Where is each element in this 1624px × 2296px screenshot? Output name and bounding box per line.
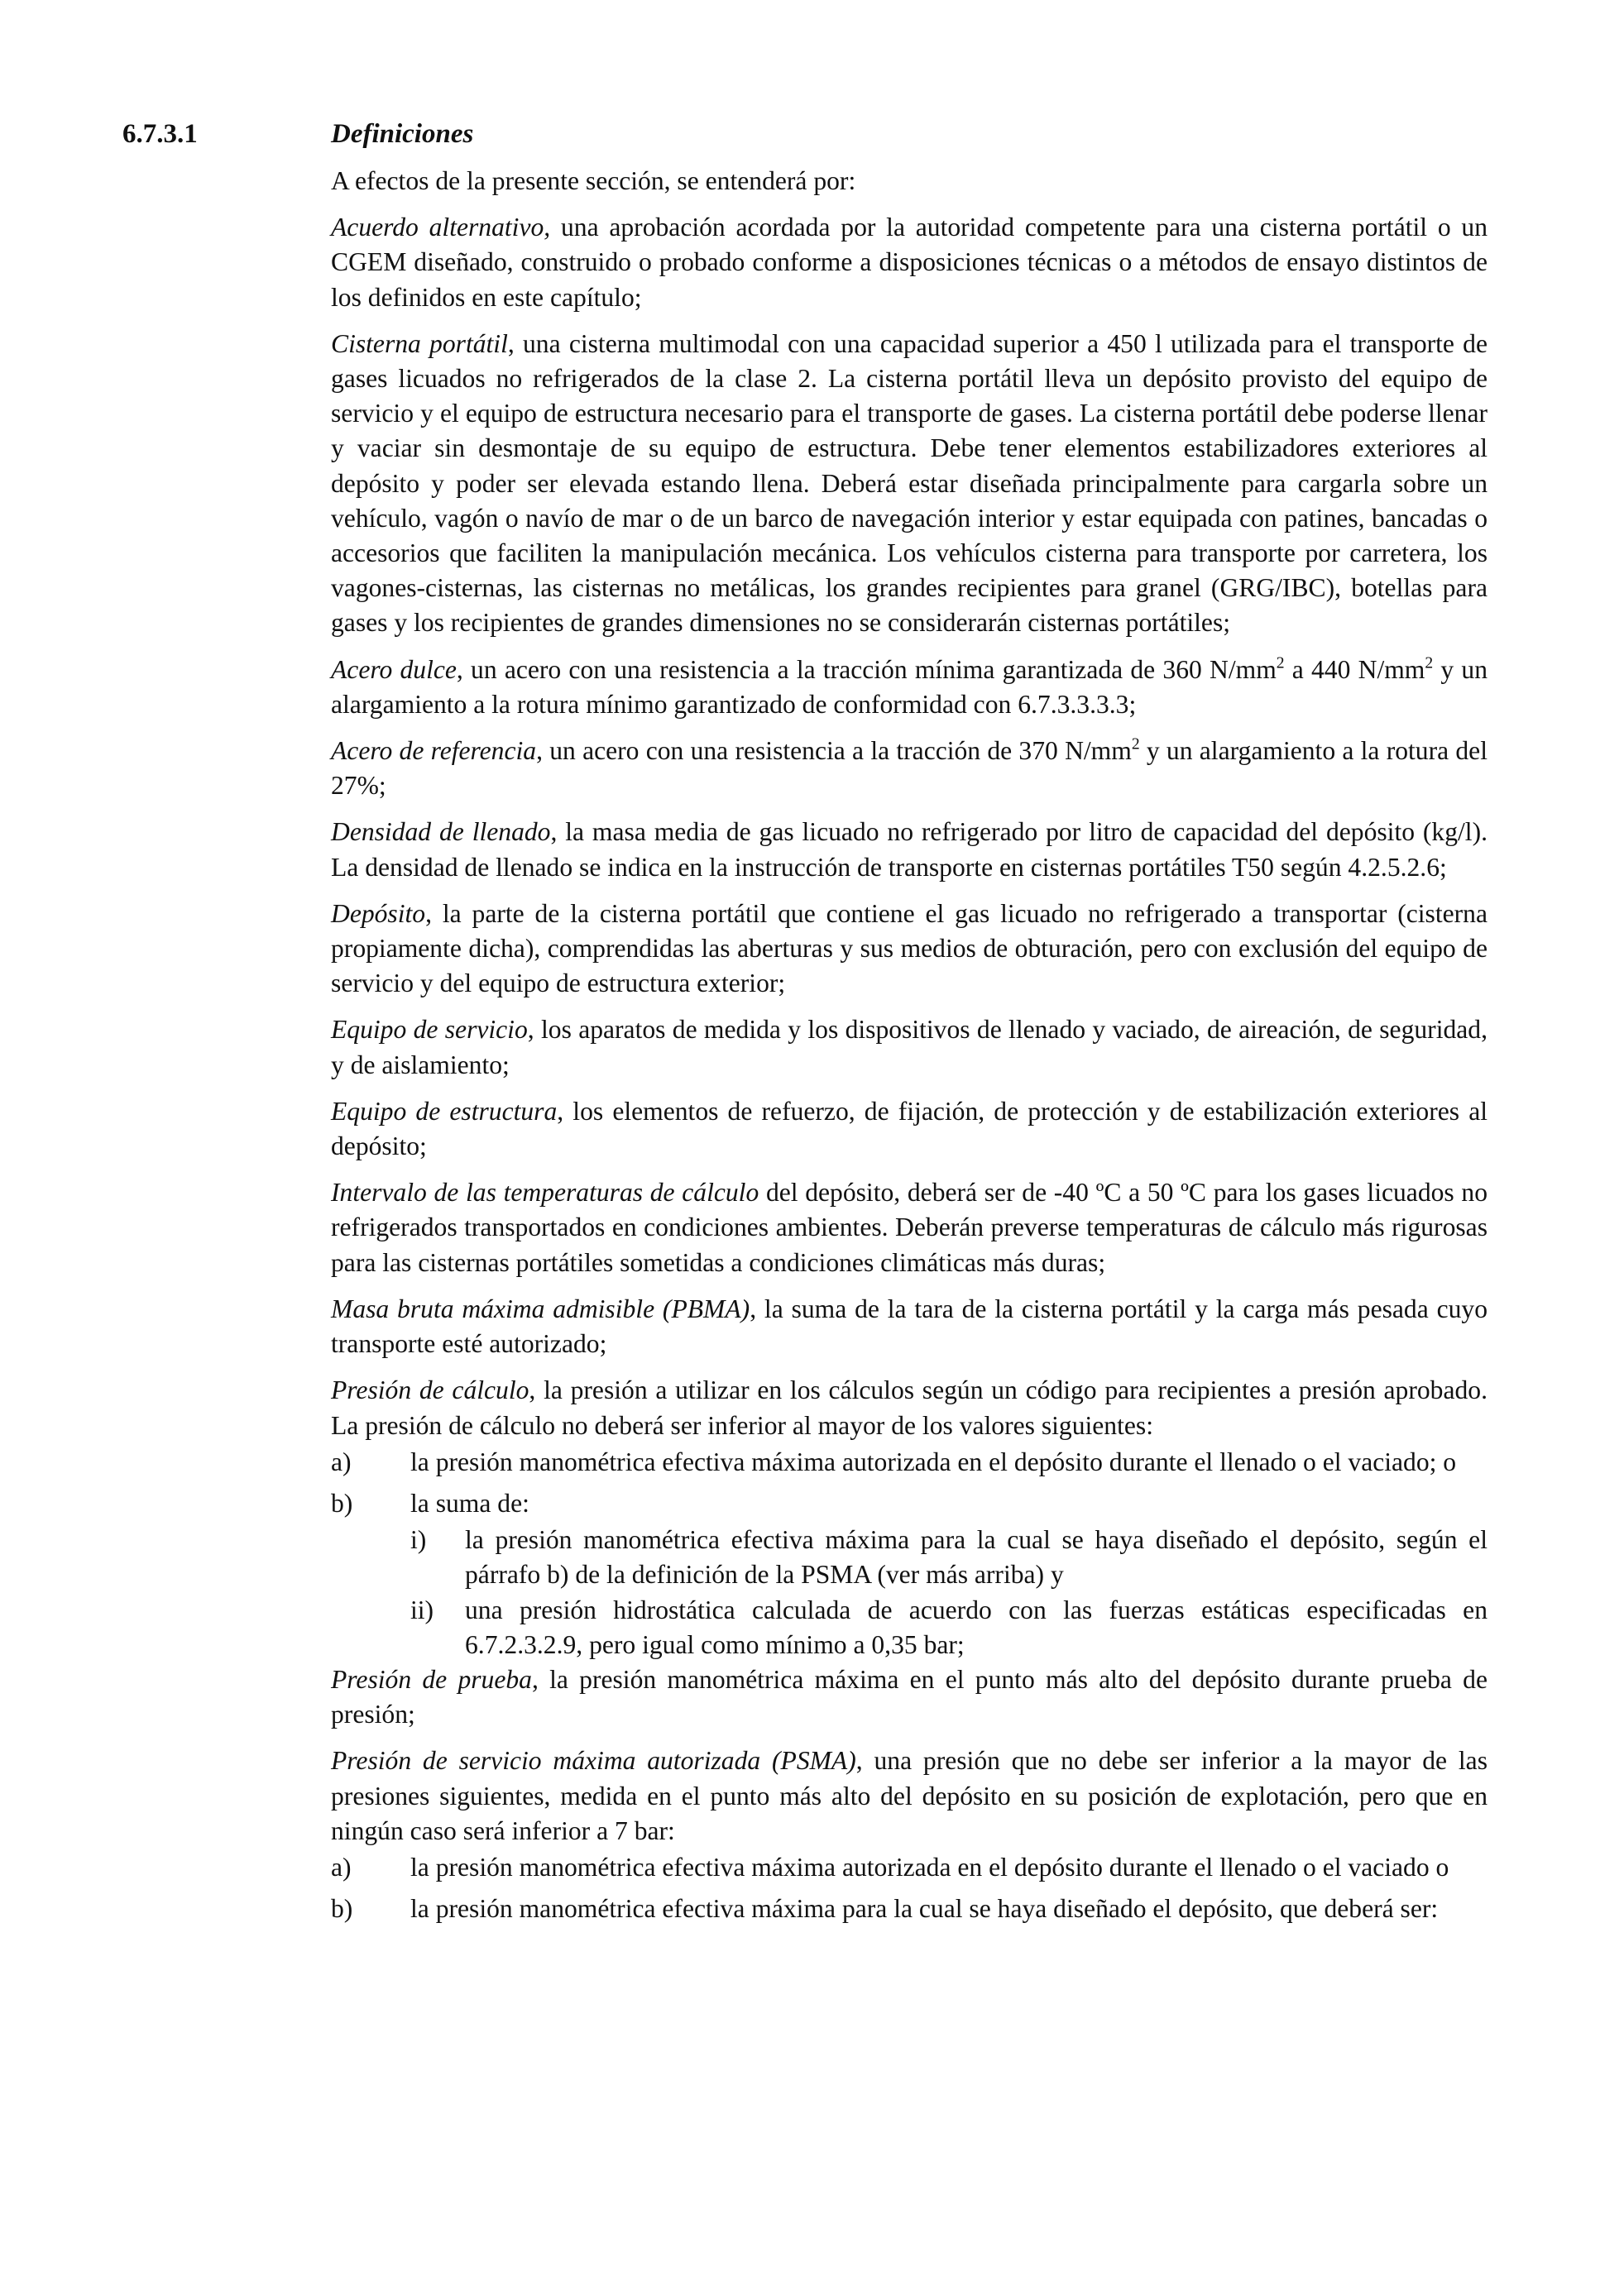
definition-acero-referencia — [331, 734, 1487, 803]
sub-list — [410, 1523, 1487, 1662]
definition-intervalo-temperaturas — [331, 1175, 1487, 1280]
definition-text: a 440 N/mm — [1284, 654, 1425, 684]
definition-equipo-estructura — [331, 1094, 1487, 1164]
sub-list-item — [410, 1593, 1487, 1662]
list-item-text: la presión manométrica efectiva máxima autorizada en el depósito durante el llenado o el vaciado o — [410, 1852, 1449, 1882]
sub-list-item-text: una presión hidrostática calculada de acuerdo con las fuerzas estáticas especificadas en 6.7.2.3.2.9, pero igual como mínimo a 0,35 bar; — [465, 1595, 1487, 1659]
definition-term: Equipo de estructura — [331, 1096, 558, 1126]
section-number: 6.7.3.1 — [122, 119, 198, 149]
list-item-label: b) — [331, 1488, 353, 1518]
definition-text: , la suma de la tara de la cisterna portátil y la carga más pesada cuyo transporte esté autorizado; — [331, 1294, 1487, 1359]
definition-text: del depósito, deberá ser de -40 ºC a 50 ºC para los gases licuados no refrigerados transportados en condiciones ambientes. Deberán preverse temperaturas de cálculo más rigurosas para las cisternas portátiles sometidas a condiciones climáticas más duras; — [331, 1178, 1487, 1277]
definition-densidad-llenado — [331, 815, 1487, 884]
definition-text: , los elementos de refuerzo, de fijación, de protección y de estabilización exteriores al depósito; — [331, 1096, 1487, 1161]
superscript: 2 — [1276, 653, 1285, 672]
definition-text: , los aparatos de medida y los dispositivos de llenado y vaciado, de aireación, de seguridad, y de aislamiento; — [331, 1015, 1487, 1079]
definition-term: Cisterna portátil — [331, 328, 508, 358]
list-item-text: la suma de: — [410, 1488, 529, 1518]
definition-term: Masa bruta máxima admisible (PBMA) — [331, 1294, 750, 1323]
definition-text: una aprobación acordada por la autoridad competente para una cisterna portátil o un CGEM diseñado, construido o probado conforme a disposiciones técnicas o a métodos de ensayo distintos de los definidos en este capítulo; — [331, 213, 1488, 312]
intro-paragraph: A efectos de la presente sección, se entenderá por: — [331, 166, 856, 195]
definition-deposito — [331, 897, 1487, 1002]
definition-cisterna-portatil — [331, 327, 1487, 641]
definition-text: , la presión manométrica máxima en el punto más alto del depósito durante prueba de presión; — [331, 1664, 1487, 1729]
definition-term: Presión de prueba — [331, 1664, 532, 1694]
list-item — [331, 1892, 1487, 1926]
definition-text: y un alargamiento a la rotura mínimo garantizado de conformidad con 6.7.3.3.3.3; — [331, 654, 1488, 719]
superscript: 2 — [1131, 735, 1140, 753]
definition-term: Presión de servicio máxima autorizada (PSMA) — [331, 1746, 856, 1776]
list-item-label: a) — [331, 1852, 352, 1882]
sub-list-item-text: la presión manométrica efectiva máxima para la cual se haya diseñado el depósito, según el párrafo b) de la definición de la PSMA (ver más arriba) y — [465, 1525, 1487, 1590]
definition-text: , la parte de la cisterna portátil que contiene el gas licuado no refrigerado a transportar (cisterna propiamente dicha), comprendidas las aberturas y sus medios de obturación, pero con exclusión del equipo de servicio y del equipo de estructura exterior; — [331, 898, 1487, 998]
definition-text: , la masa media de gas licuado no refrigerado por litro de capacidad del depósito (kg/l). La densidad de llenado se indica en la instrucción de transporte en cisternas portátiles T50 según 4.2.5.2.6; — [331, 817, 1488, 882]
list-item-text: la presión manométrica efectiva máxima autorizada en el depósito durante el llenado o el vaciado; o — [410, 1447, 1457, 1476]
definition-masa-bruta — [331, 1292, 1487, 1361]
definition-equipo-servicio — [331, 1012, 1487, 1082]
definition-text: , la presión a utilizar en los cálculos según un código para recipientes a presión aprobado. La presión de cálculo no deberá ser inferior al mayor de los valores siguientes: — [331, 1375, 1487, 1440]
definition-term: Depósito — [331, 898, 426, 928]
definition-presion-calculo — [331, 1373, 1487, 1442]
definition-term: Densidad de llenado — [331, 817, 551, 847]
list-item-text: la presión manométrica efectiva máxima para la cual se haya diseñado el depósito, que deberá ser: — [410, 1894, 1439, 1924]
definition-acuerdo-alternativo — [331, 210, 1487, 315]
definition-text: y un alargamiento a la rotura del 27%; — [331, 736, 1487, 801]
list-item-label: b) — [331, 1894, 353, 1924]
definition-term: Presión de cálculo — [331, 1375, 529, 1405]
list-item-label: a) — [331, 1447, 352, 1476]
section-content — [331, 114, 1487, 1933]
list-item — [331, 1850, 1487, 1885]
definition-term: Acero de referencia — [331, 736, 537, 766]
section-title: Definiciones — [331, 119, 474, 149]
definition-text: , un acero con una resistencia a la tracción mínima garantizada de 360 N/mm — [456, 654, 1277, 684]
sub-list-item-label: ii) — [410, 1595, 434, 1624]
definition-text: , un acero con una resistencia a la tracción de 370 N/mm — [536, 736, 1132, 766]
definition-psma — [331, 1744, 1487, 1849]
list-item — [331, 1486, 1487, 1521]
sub-list-item — [410, 1523, 1487, 1592]
definition-term: Acuerdo alternativo, — [331, 213, 551, 242]
definition-presion-prueba — [331, 1662, 1487, 1732]
definition-term: Acero dulce — [331, 654, 457, 684]
definition-term: Intervalo de las temperaturas de cálculo — [331, 1178, 759, 1208]
definition-text: , una presión que no debe ser inferior a la mayor de las presiones siguientes, medida en el punto más alto del depósito en su posición de explotación, pero que en ningún caso será inferior a 7 bar: — [331, 1746, 1487, 1845]
superscript: 2 — [1425, 653, 1434, 672]
definition-acero-dulce — [331, 653, 1487, 722]
sub-list-item-label: i) — [410, 1525, 427, 1555]
definition-term: Equipo de servicio — [331, 1015, 528, 1045]
definition-text: , una cisterna multimodal con una capacidad superior a 450 l utilizada para el transporte de gases licuados no refrigerados de la clase 2. La cisterna portátil lleva un depósito provisto del equipo de servicio y el equipo de estructura necesario para el transporte de gases. La cisterna portátil debe poderse llenar y vaciar sin desmontaje de su equipo de estructura. Debe tener elementos estabilizadores exteriores al depósito y poder ser elevada estando llena. Deberá estar diseñada principalmente para cargarla sobre un vehículo, vagón o navío de mar o de un barco de navegación interior y estar equipada con patines, bancadas o accesorios que faciliten la manipulación mecánica. Los vehículos cisterna para transporte por carretera, los vagones-cisternas, las cisternas no metálicas, los grandes recipientes para granel (GRG/IBC), botellas para gases y los recipientes de grandes dimensiones no se considerarán cisternas portátiles; — [331, 328, 1487, 638]
list-item — [331, 1445, 1487, 1480]
